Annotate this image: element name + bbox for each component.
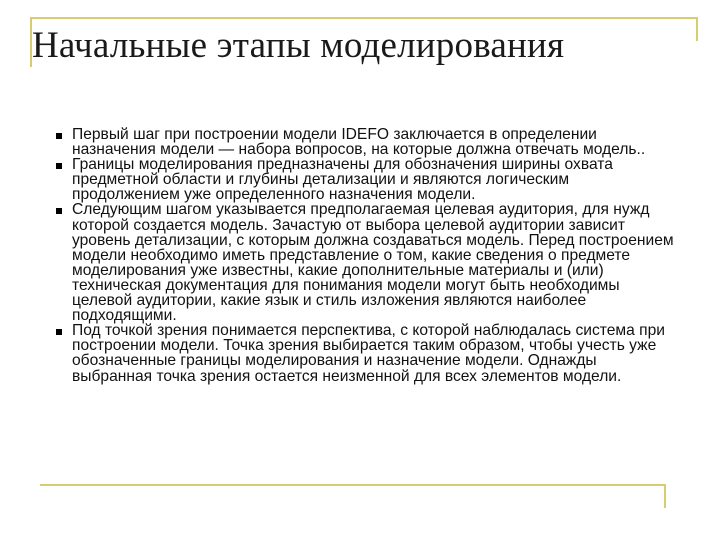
slide-title: Начальные этапы моделирования [32, 25, 565, 66]
bullet-text: Под точкой зрения понимается перспектива, с которой наблюдалась система при построении модели. Точка зрения выбирается таким образом, чтобы учесть уже обозначенные границы моделирования и назначение модели. Однажды выбранная точка зрения остается неизменной для всех элементов модели. [72, 322, 665, 385]
bullet-text: Границы моделирования предназначены для обозначения ширины охвата предметной области и глубины детализации и являются логическим продолжением уже определенного назначения модели. [72, 156, 613, 204]
frame-right-line [696, 17, 698, 41]
bullet-item [56, 127, 676, 157]
frame-top-line [30, 17, 698, 19]
frame-bottom-right-line [664, 484, 666, 508]
bullet-list [56, 127, 676, 384]
frame-bottom-line [40, 484, 664, 486]
square-bullet-icon [56, 208, 62, 214]
square-bullet-icon [56, 133, 62, 139]
square-bullet-icon [56, 163, 62, 169]
bullet-item [56, 323, 676, 383]
bullet-item [56, 157, 676, 202]
bullet-text: Следующим шагом указывается предполагаемая целевая аудитория, для нужд которой создается модель. Зачастую от выбора целевой аудитории зависит уровень детализации, с которым должна создаваться модель. Перед построением модели необходимо иметь представление о том, какие сведения о предмете моделирования уже известны, какие дополнительные материалы и (или) техническая документация для понимания модели могут быть необходимы целевой аудитории, какие язык и стиль изложения являются наиболее подходящими. [72, 201, 674, 325]
bullet-item [56, 202, 676, 323]
bullet-text: Первый шаг при построении модели IDEFO заключается в определении назначения модели — набора вопросов, на которые должна отвечать модель.. [72, 126, 646, 159]
square-bullet-icon [56, 329, 62, 335]
